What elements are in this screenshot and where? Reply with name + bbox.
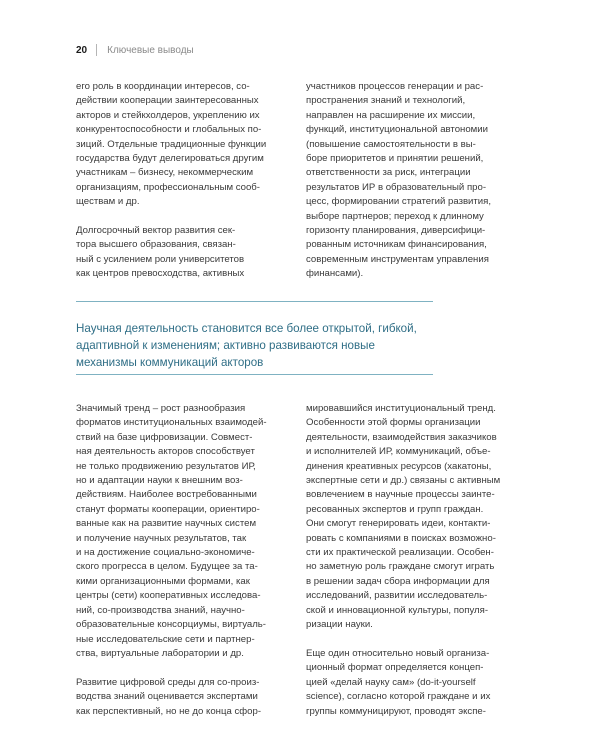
paragraph bbox=[306, 647, 500, 719]
text-line: мировавшийся институциональный тренд. bbox=[306, 403, 496, 414]
text-line: Еще один относительно новый организа- bbox=[306, 647, 490, 659]
text-line: не только продвижению результатов ИР, bbox=[76, 460, 256, 472]
text-line: Долгосрочный вектор развития сек- bbox=[76, 225, 236, 237]
text-line: но и адаптации науки к внешним воз- bbox=[76, 475, 243, 487]
text-line: как перспективный, но не до конца сфор- bbox=[76, 705, 262, 717]
text-line: ответственности за риск, интеграции bbox=[306, 167, 471, 179]
text-line: Развитие цифровой среды для со-произ- bbox=[76, 676, 260, 688]
text-line: и исполнителей ИР, коммуникаций, объе- bbox=[306, 446, 491, 458]
text-line: современным инструментам управления bbox=[306, 253, 489, 265]
text-line: как центров превосходства, активных bbox=[76, 268, 245, 280]
text-line: результатов ИР в образовательный про- bbox=[306, 181, 487, 193]
text-line: тора высшего образования, связан- bbox=[76, 239, 236, 251]
text-line: пространения знаний и технологий, bbox=[306, 95, 466, 107]
text-line: (повышение самостоятельности в вы- bbox=[306, 138, 476, 150]
text-line: динения креативных ресурсов (хакатоны, bbox=[306, 460, 492, 472]
bottom-left-column bbox=[76, 402, 267, 719]
text-line: ствий на базе цифровизации. Совмест- bbox=[76, 431, 253, 443]
text-line: действиям. Наиболее востребованными bbox=[76, 489, 257, 501]
text-line: Значимый тренд – рост разнообразия bbox=[76, 403, 246, 414]
bottom-right-column bbox=[306, 402, 500, 719]
text-line: Особенности этой формы организации bbox=[306, 417, 481, 429]
text-line: и на достижение социально-экономиче- bbox=[76, 547, 255, 559]
text-line: сти их практической реализации. Особен- bbox=[306, 547, 494, 559]
text-line: исследований, развитии исследователь- bbox=[306, 590, 488, 602]
section-title: Ключевые выводы bbox=[107, 44, 194, 56]
pullquote bbox=[76, 320, 417, 371]
text-line: в решении задач сбора информации для bbox=[306, 575, 490, 587]
paragraph bbox=[306, 80, 491, 282]
text-line: ная деятельность акторов способствует bbox=[76, 446, 255, 458]
text-line: ресованных экспертов и групп граждан. bbox=[306, 503, 484, 515]
text-line: деятельности, взаимодействия заказчиков bbox=[306, 431, 497, 443]
text-line: вовлечением в научные процессы заинте- bbox=[306, 489, 495, 501]
text-line: действии кооперации заинтересованных bbox=[76, 95, 259, 107]
paragraph bbox=[76, 224, 266, 282]
text-line: финансами). bbox=[306, 268, 364, 280]
text-line: боре приоритетов и принятии решений, bbox=[306, 153, 484, 165]
text-line: станут форматы кооперации, ориентиро- bbox=[76, 503, 260, 515]
text-line: его роль в координации интересов, со- bbox=[76, 81, 250, 92]
running-header bbox=[76, 44, 194, 56]
text-line: акторов и стейкхолдеров, укреплению их bbox=[76, 109, 260, 121]
text-line: ского прогресса в целом. Будущее за та- bbox=[76, 561, 258, 573]
text-line: ровать с компаниями в поисках возможно- bbox=[306, 532, 496, 544]
text-line: ний, со-производства знаний, научно- bbox=[76, 604, 245, 616]
page-number: 20 bbox=[76, 44, 88, 56]
text-line: группы коммуницируют, проводят экспе- bbox=[306, 705, 486, 717]
text-line: горизонту планирования, диверсифици- bbox=[306, 225, 486, 237]
text-line: ный с усилением роли университетов bbox=[76, 253, 245, 265]
pullquote-line: механизмы коммуникаций акторов bbox=[76, 356, 264, 369]
pullquote-line: Научная деятельность становится все более открытой, гибкой, bbox=[76, 322, 417, 335]
paragraph bbox=[76, 80, 266, 210]
text-line: государства будут делегироваться другим bbox=[76, 153, 264, 165]
text-line: кими организационными формами, как bbox=[76, 575, 250, 587]
text-line: экспертные сети и др.) связаны с активным bbox=[306, 475, 501, 487]
text-line: рованным источникам финансирования, bbox=[306, 239, 487, 251]
text-line: центры (сети) кооперативных исследова- bbox=[76, 590, 261, 602]
text-line: и получение научных результатов, так bbox=[76, 532, 247, 544]
text-line: ционный формат определяется концеп- bbox=[306, 662, 484, 674]
paragraph bbox=[306, 402, 500, 633]
pullquote-bottom-rule bbox=[76, 374, 433, 375]
text-line: ризации науки. bbox=[306, 619, 373, 631]
text-line: конкурентоспособности и глобальных по- bbox=[76, 124, 262, 136]
text-line: ванные как на развитие научных систем bbox=[76, 518, 257, 530]
text-line: но заметную роль граждане смогут играть bbox=[306, 561, 495, 573]
text-line: ской и инновационной культуры, популя- bbox=[306, 604, 489, 616]
pullquote-top-rule bbox=[76, 301, 433, 302]
top-left-column bbox=[76, 80, 266, 282]
text-line: водства знаний оценивается экспертами bbox=[76, 691, 258, 703]
pullquote-line: адаптивной к изменениям; активно развиваются новые bbox=[76, 339, 375, 352]
text-line: участникам – бизнесу, некоммерческим bbox=[76, 167, 254, 179]
top-right-column bbox=[306, 80, 491, 282]
paragraph bbox=[76, 402, 267, 661]
text-line: форматов институциональных взаимодей- bbox=[76, 417, 267, 429]
text-line: ства, виртуальные лаборатории и др. bbox=[76, 647, 244, 659]
header-divider bbox=[96, 44, 97, 56]
text-line: функций, институциональной автономии bbox=[306, 124, 488, 136]
text-line: science), согласно которой граждане и их bbox=[306, 691, 491, 703]
text-line: участников процессов генерации и рас- bbox=[306, 81, 484, 92]
text-line: организациям, профессиональным сооб- bbox=[76, 181, 260, 193]
text-line: Они смогут генерировать идеи, контакти- bbox=[306, 518, 491, 530]
text-line: зиций. Отдельные традиционные функции bbox=[76, 138, 267, 150]
text-line: цесс, формировании стратегий развития, bbox=[306, 196, 492, 208]
text-line: направлен на расширение их миссии, bbox=[306, 109, 476, 121]
text-line: выборе партнеров; переход к длинному bbox=[306, 210, 484, 222]
text-line: ные исследовательские сети и партнер- bbox=[76, 633, 255, 645]
paragraph bbox=[76, 676, 267, 719]
text-line: образовательные консорциумы, виртуаль- bbox=[76, 619, 267, 631]
text-line: ществам и др. bbox=[76, 196, 140, 208]
text-line: цией «делай науку сам» (do-it-yourself bbox=[306, 676, 476, 688]
